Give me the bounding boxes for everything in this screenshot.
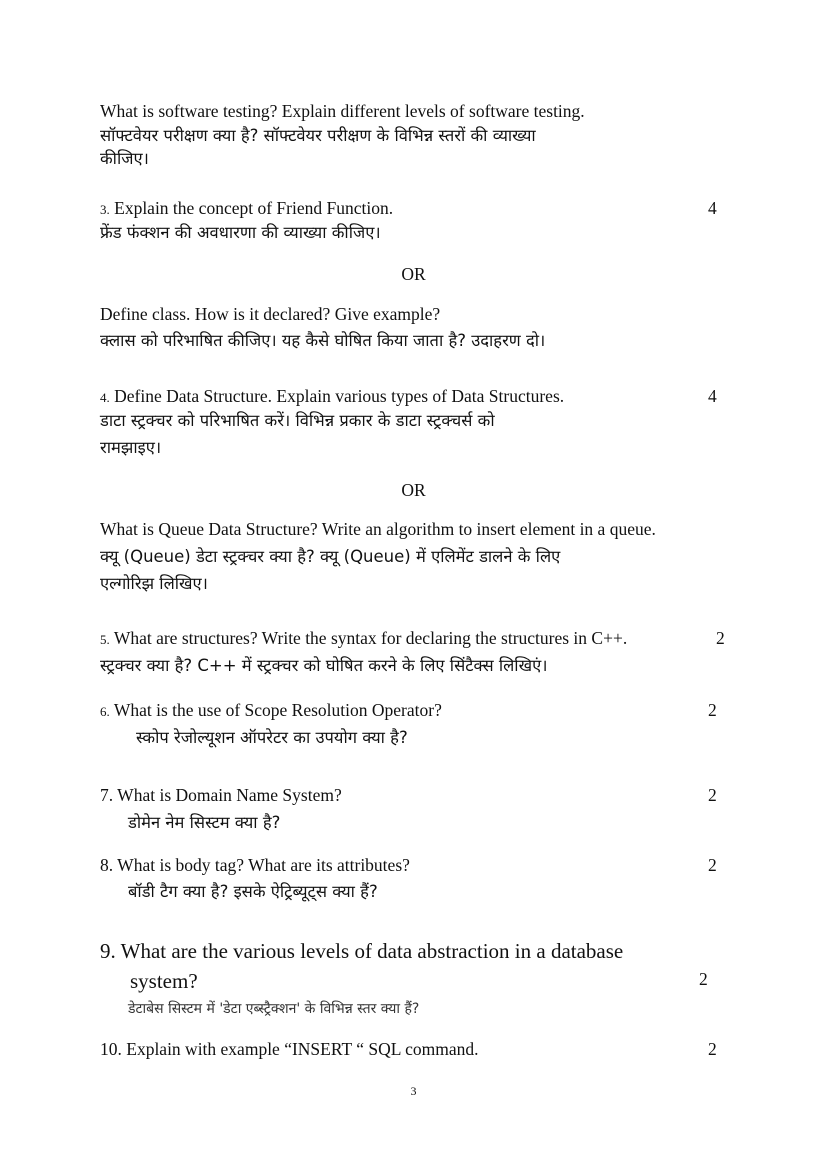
q3-number: 3.: [100, 202, 110, 217]
q3-question: [100, 197, 393, 221]
q4-hindi-line2: रामझाइए।: [100, 438, 162, 457]
q4-alt-english: What is Queue Data Structure? Write an algorithm to insert element in a queue.: [100, 519, 656, 539]
q5-english: What are structures? Write the syntax for declaring the structures in C++.: [113, 628, 628, 648]
q5-hindi: स्ट्रक्चर क्या है? C++ में स्ट्रक्चर को घोषित करने के लिए सिंटैक्स लिखिएं।: [100, 656, 548, 675]
q7-hindi: डोमेन नेम सिस्टम क्या है?: [128, 813, 281, 832]
q2-alt-hindi-line2: कीजिए।: [100, 149, 149, 168]
q3-marks: 4: [708, 198, 717, 218]
q9-marks: 2: [699, 969, 708, 989]
q3-english: Explain the concept of Friend Function.: [114, 198, 394, 218]
q4-alt-hindi-line2: एल्गोरिझ लिखिए।: [100, 574, 208, 593]
q3-alt-hindi: क्लास को परिभाषित कीजिए। यह कैसे घोषित किया जाता है? उदाहरण दो।: [100, 331, 546, 350]
q4-marks: 4: [708, 386, 717, 406]
q2-alt-hindi-line1: सॉफ्टवेयर परीक्षण क्या है? सॉफ्टवेयर परीक्षण के विभिन्न स्तरों की व्याख्या: [100, 126, 536, 145]
q7-english: 7. What is Domain Name System?: [100, 785, 342, 805]
q4-alt-hindi-line1: क्यू (Queue) डेटा स्ट्रक्चर क्या है? क्यू (Queue) में एलिमेंट डालने के लिए: [100, 547, 561, 566]
q6-hindi: स्कोप रेजोल्यूशन ऑपरेटर का उपयोग क्या है?: [136, 728, 408, 747]
q3-alt-english: Define class. How is it declared? Give example?: [100, 304, 441, 324]
q5-number: 5.: [100, 632, 110, 647]
q5-question: [100, 627, 627, 651]
q4-question: [100, 385, 564, 409]
q10-english: 10. Explain with example “INSERT “ SQL command.: [100, 1039, 479, 1059]
q9-english-line1: 9. What are the various levels of data abstraction in a database: [100, 939, 624, 963]
q6-marks: 2: [708, 700, 717, 720]
q4-hindi-line1: डाटा स्ट्रक्चर को परिभाषित करें। विभिन्न प्रकार के डाटा स्ट्रक्चर्स को: [100, 411, 495, 430]
page-number: 3: [410, 1084, 417, 1098]
q3-hindi: फ्रेंड फंक्शन की अवधारणा की व्याख्या कीजिए।: [100, 223, 381, 242]
q8-english: 8. What is body tag? What are its attributes?: [100, 855, 410, 875]
q5-marks: 2: [716, 628, 725, 648]
q6-number: 6.: [100, 704, 110, 719]
q4-english: Define Data Structure. Explain various types of Data Structures.: [114, 386, 565, 406]
q4-number: 4.: [100, 390, 110, 405]
q3-or: OR: [401, 264, 426, 284]
q4-or: OR: [401, 480, 426, 500]
q2-alt-english: What is software testing? Explain different levels of software testing.: [100, 101, 585, 121]
q8-marks: 2: [708, 855, 717, 875]
q10-marks: 2: [708, 1039, 717, 1059]
q7-marks: 2: [708, 785, 717, 805]
q9-hindi: डेटाबेस सिस्टम में 'डेटा एब्स्ट्रैक्शन' के विभिन्न स्तर क्या हैं?: [128, 1001, 420, 1017]
q8-hindi: बॉडी टैग क्या है? इसके ऐट्रिब्यूट्स क्या हैं?: [128, 882, 378, 901]
q6-english: What is the use of Scope Resolution Operator?: [113, 700, 442, 720]
q9-english-line2: system?: [130, 969, 198, 993]
q6-question: [100, 699, 442, 723]
